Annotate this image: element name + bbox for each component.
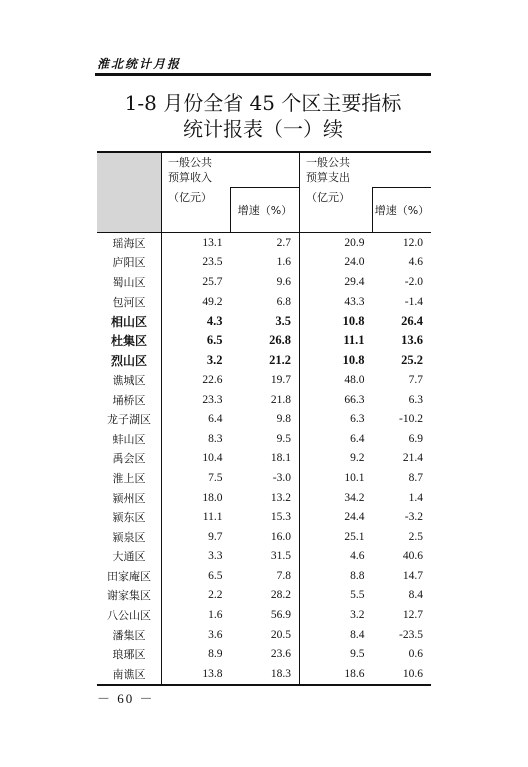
table-row — [97, 547, 431, 567]
page-number: － 60 － — [97, 691, 155, 706]
revenue-growth-cell: 3.5 — [275, 313, 291, 328]
expenditure-growth-cell: -2.0 — [404, 275, 423, 288]
expenditure-cell: 34.2 — [300, 488, 373, 508]
expenditure-cell: 18.6 — [300, 664, 373, 685]
revenue-growth-cell: 26.8 — [269, 333, 291, 348]
revenue-cell: 49.2 — [202, 295, 223, 308]
district-name-cell: 南谯区 — [97, 664, 162, 685]
expenditure-cell: 9.2 — [300, 449, 373, 469]
expenditure-cell: 24.0 — [300, 253, 373, 273]
expenditure-cell: 4.6 — [300, 547, 373, 567]
district-name-cell: 八公山区 — [97, 605, 162, 625]
revenue-cell: 23.3 — [202, 393, 223, 406]
expenditure-cell: 48.0 — [300, 370, 373, 390]
expenditure-growth-cell: 12.7 — [402, 609, 423, 622]
revenue-growth-cell: 28.2 — [270, 589, 291, 602]
expenditure-cell: 29.4 — [300, 272, 373, 292]
page-title: 1-8 月份全省 45 个区主要指标 — [124, 91, 402, 115]
revenue-cell: 3.6 — [208, 628, 223, 641]
district-name-cell: 杜集区 — [97, 331, 162, 351]
statistics-table — [97, 151, 431, 686]
district-name-cell: 颍州区 — [97, 488, 162, 508]
expenditure-growth-cell: 10.6 — [402, 667, 423, 680]
revenue-growth-cell: 9.5 — [276, 432, 291, 445]
expenditure-group-label-1: 一般公共 — [306, 156, 350, 169]
district-name-cell: 包河区 — [97, 292, 162, 312]
revenue-growth-cell: 16.0 — [270, 530, 291, 543]
revenue-growth-cell: 2.7 — [276, 236, 291, 249]
revenue-group-label-1: 一般公共 — [168, 156, 212, 169]
expenditure-growth-cell: -3.2 — [404, 511, 423, 524]
header-rule — [95, 73, 431, 76]
table-row — [97, 311, 431, 331]
district-name-cell: 淮上区 — [97, 468, 162, 488]
expenditure-cell: 5.5 — [300, 586, 373, 606]
expenditure-growth-cell: 12.0 — [402, 236, 423, 249]
revenue-cell: 1.6 — [208, 609, 223, 622]
expenditure-growth-cell: 7.7 — [408, 373, 423, 386]
table-row — [97, 566, 431, 586]
revenue-cell: 10.4 — [202, 452, 223, 465]
district-name-cell: 田家庵区 — [97, 566, 162, 586]
revenue-cell: 6.5 — [206, 333, 223, 348]
expenditure-cell: 6.4 — [300, 429, 373, 449]
table-row — [97, 507, 431, 527]
expenditure-growth-cell: 40.6 — [402, 550, 423, 563]
revenue-growth-cell: -3.0 — [272, 471, 291, 484]
revenue-cell: 6.5 — [208, 569, 223, 582]
revenue-growth-cell: 19.7 — [270, 373, 291, 386]
table-row — [97, 527, 431, 547]
revenue-cell: 2.2 — [208, 589, 223, 602]
revenue-growth-cell: 6.8 — [276, 295, 291, 308]
revenue-group-label-2: 预算收入 — [168, 171, 212, 184]
revenue-growth-cell: 18.3 — [270, 667, 291, 680]
revenue-cell: 13.8 — [202, 667, 223, 680]
revenue-cell: 4.3 — [206, 313, 223, 328]
expenditure-cell: 10.1 — [300, 468, 373, 488]
revenue-growth-cell: 18.1 — [270, 452, 291, 465]
expenditure-growth-cell: 6.9 — [408, 432, 423, 445]
revenue-group-header — [162, 152, 300, 188]
revenue-cell: 18.0 — [202, 491, 223, 504]
revenue-growth-cell: 15.3 — [270, 511, 291, 524]
table-row — [97, 625, 431, 645]
expenditure-cell: 25.1 — [300, 527, 373, 547]
table-row — [97, 664, 431, 685]
revenue-growth-cell: 9.8 — [276, 413, 291, 426]
table-row — [97, 272, 431, 292]
revenue-growth-cell: 56.9 — [270, 609, 291, 622]
revenue-cell: 7.5 — [208, 471, 223, 484]
revenue-growth-cell: 20.5 — [270, 628, 291, 641]
district-name-cell: 琅琊区 — [97, 644, 162, 664]
revenue-growth-cell: 21.8 — [270, 393, 291, 406]
expenditure-growth-cell: 26.4 — [401, 313, 423, 328]
table-row — [97, 390, 431, 410]
table-row — [97, 429, 431, 449]
revenue-unit-header: （亿元） — [168, 190, 212, 204]
expenditure-cell: 24.4 — [300, 507, 373, 527]
expenditure-growth-cell: -23.5 — [399, 628, 423, 641]
expenditure-growth-cell: -1.4 — [404, 295, 423, 308]
table-row — [97, 292, 431, 312]
revenue-cell: 25.7 — [202, 275, 223, 288]
table-row — [97, 233, 431, 253]
revenue-cell: 6.4 — [208, 413, 223, 426]
revenue-growth-cell: 13.2 — [270, 491, 291, 504]
revenue-growth-cell: 23.6 — [270, 648, 291, 661]
revenue-cell: 8.9 — [208, 648, 223, 661]
expenditure-growth-cell: 0.6 — [408, 648, 423, 661]
revenue-cell: 3.3 — [208, 550, 223, 563]
district-name-cell: 蚌山区 — [97, 429, 162, 449]
expenditure-cell: 6.3 — [300, 409, 373, 429]
expenditure-growth-cell: -10.2 — [399, 413, 423, 426]
expenditure-cell: 43.3 — [300, 292, 373, 312]
district-name-cell: 蜀山区 — [97, 272, 162, 292]
expenditure-cell: 10.8 — [300, 351, 373, 371]
expenditure-cell: 8.4 — [300, 625, 373, 645]
expenditure-growth-cell: 13.6 — [401, 333, 423, 348]
expenditure-growth-cell: 14.7 — [402, 569, 423, 582]
expenditure-cell: 3.2 — [300, 605, 373, 625]
district-name-cell: 庐阳区 — [97, 253, 162, 273]
table-row — [97, 488, 431, 508]
expenditure-group-header — [300, 152, 432, 188]
district-name-cell: 谢家集区 — [97, 586, 162, 606]
revenue-growth-cell: 21.2 — [269, 352, 291, 367]
expenditure-cell: 9.5 — [300, 644, 373, 664]
expenditure-growth-cell: 8.4 — [408, 589, 423, 602]
expenditure-growth-cell: 25.2 — [401, 352, 423, 367]
table-row — [97, 468, 431, 488]
table-row — [97, 409, 431, 429]
revenue-growth-cell: 31.5 — [270, 550, 291, 563]
district-name-cell: 禹会区 — [97, 449, 162, 469]
table-row — [97, 253, 431, 273]
table-corner — [97, 152, 162, 233]
revenue-growth-header: 增速（%） — [231, 188, 300, 233]
table-row — [97, 449, 431, 469]
revenue-cell: 9.7 — [208, 530, 223, 543]
expenditure-unit-header: （亿元） — [300, 188, 373, 233]
district-name-cell: 瑶海区 — [97, 233, 162, 253]
expenditure-cell: 66.3 — [300, 390, 373, 410]
revenue-cell: 8.3 — [208, 432, 223, 445]
revenue-cell: 11.1 — [202, 511, 223, 524]
district-name-cell: 谯城区 — [97, 370, 162, 390]
district-name-cell: 大通区 — [97, 547, 162, 567]
revenue-growth-cell: 9.6 — [276, 275, 291, 288]
district-name-cell: 龙子湖区 — [97, 409, 162, 429]
expenditure-growth-cell: 4.6 — [408, 256, 423, 269]
expenditure-growth-header: 增速（%） — [373, 188, 432, 233]
revenue-cell: 22.6 — [202, 373, 223, 386]
district-name-cell: 潘集区 — [97, 625, 162, 645]
expenditure-growth-cell: 2.5 — [408, 530, 423, 543]
expenditure-growth-cell: 1.4 — [408, 491, 423, 504]
table-row — [97, 351, 431, 371]
revenue-growth-cell: 7.8 — [276, 569, 291, 582]
expenditure-growth-cell: 21.4 — [402, 452, 423, 465]
publication-header: 淮北统计月报 — [97, 57, 182, 71]
expenditure-cell: 11.1 — [300, 331, 373, 351]
revenue-cell: 23.5 — [202, 256, 223, 269]
table-row — [97, 605, 431, 625]
district-name-cell: 埇桥区 — [97, 390, 162, 410]
expenditure-cell: 8.8 — [300, 566, 373, 586]
district-name-cell: 烈山区 — [97, 351, 162, 371]
district-name-cell: 相山区 — [97, 311, 162, 331]
revenue-growth-cell: 1.6 — [276, 256, 291, 269]
revenue-cell: 13.1 — [202, 236, 223, 249]
expenditure-growth-cell: 6.3 — [408, 393, 423, 406]
table-row — [97, 586, 431, 606]
page-subtitle: 统计报表（一）续 — [183, 117, 343, 141]
table-row — [97, 331, 431, 351]
expenditure-cell: 10.8 — [300, 311, 373, 331]
expenditure-group-label-2: 预算支出 — [306, 171, 350, 184]
revenue-cell: 3.2 — [206, 352, 223, 367]
expenditure-growth-cell: 8.7 — [408, 471, 423, 484]
expenditure-cell: 20.9 — [300, 233, 373, 253]
district-name-cell: 颍东区 — [97, 507, 162, 527]
district-name-cell: 颍泉区 — [97, 527, 162, 547]
table-row — [97, 370, 431, 390]
table-row — [97, 644, 431, 664]
